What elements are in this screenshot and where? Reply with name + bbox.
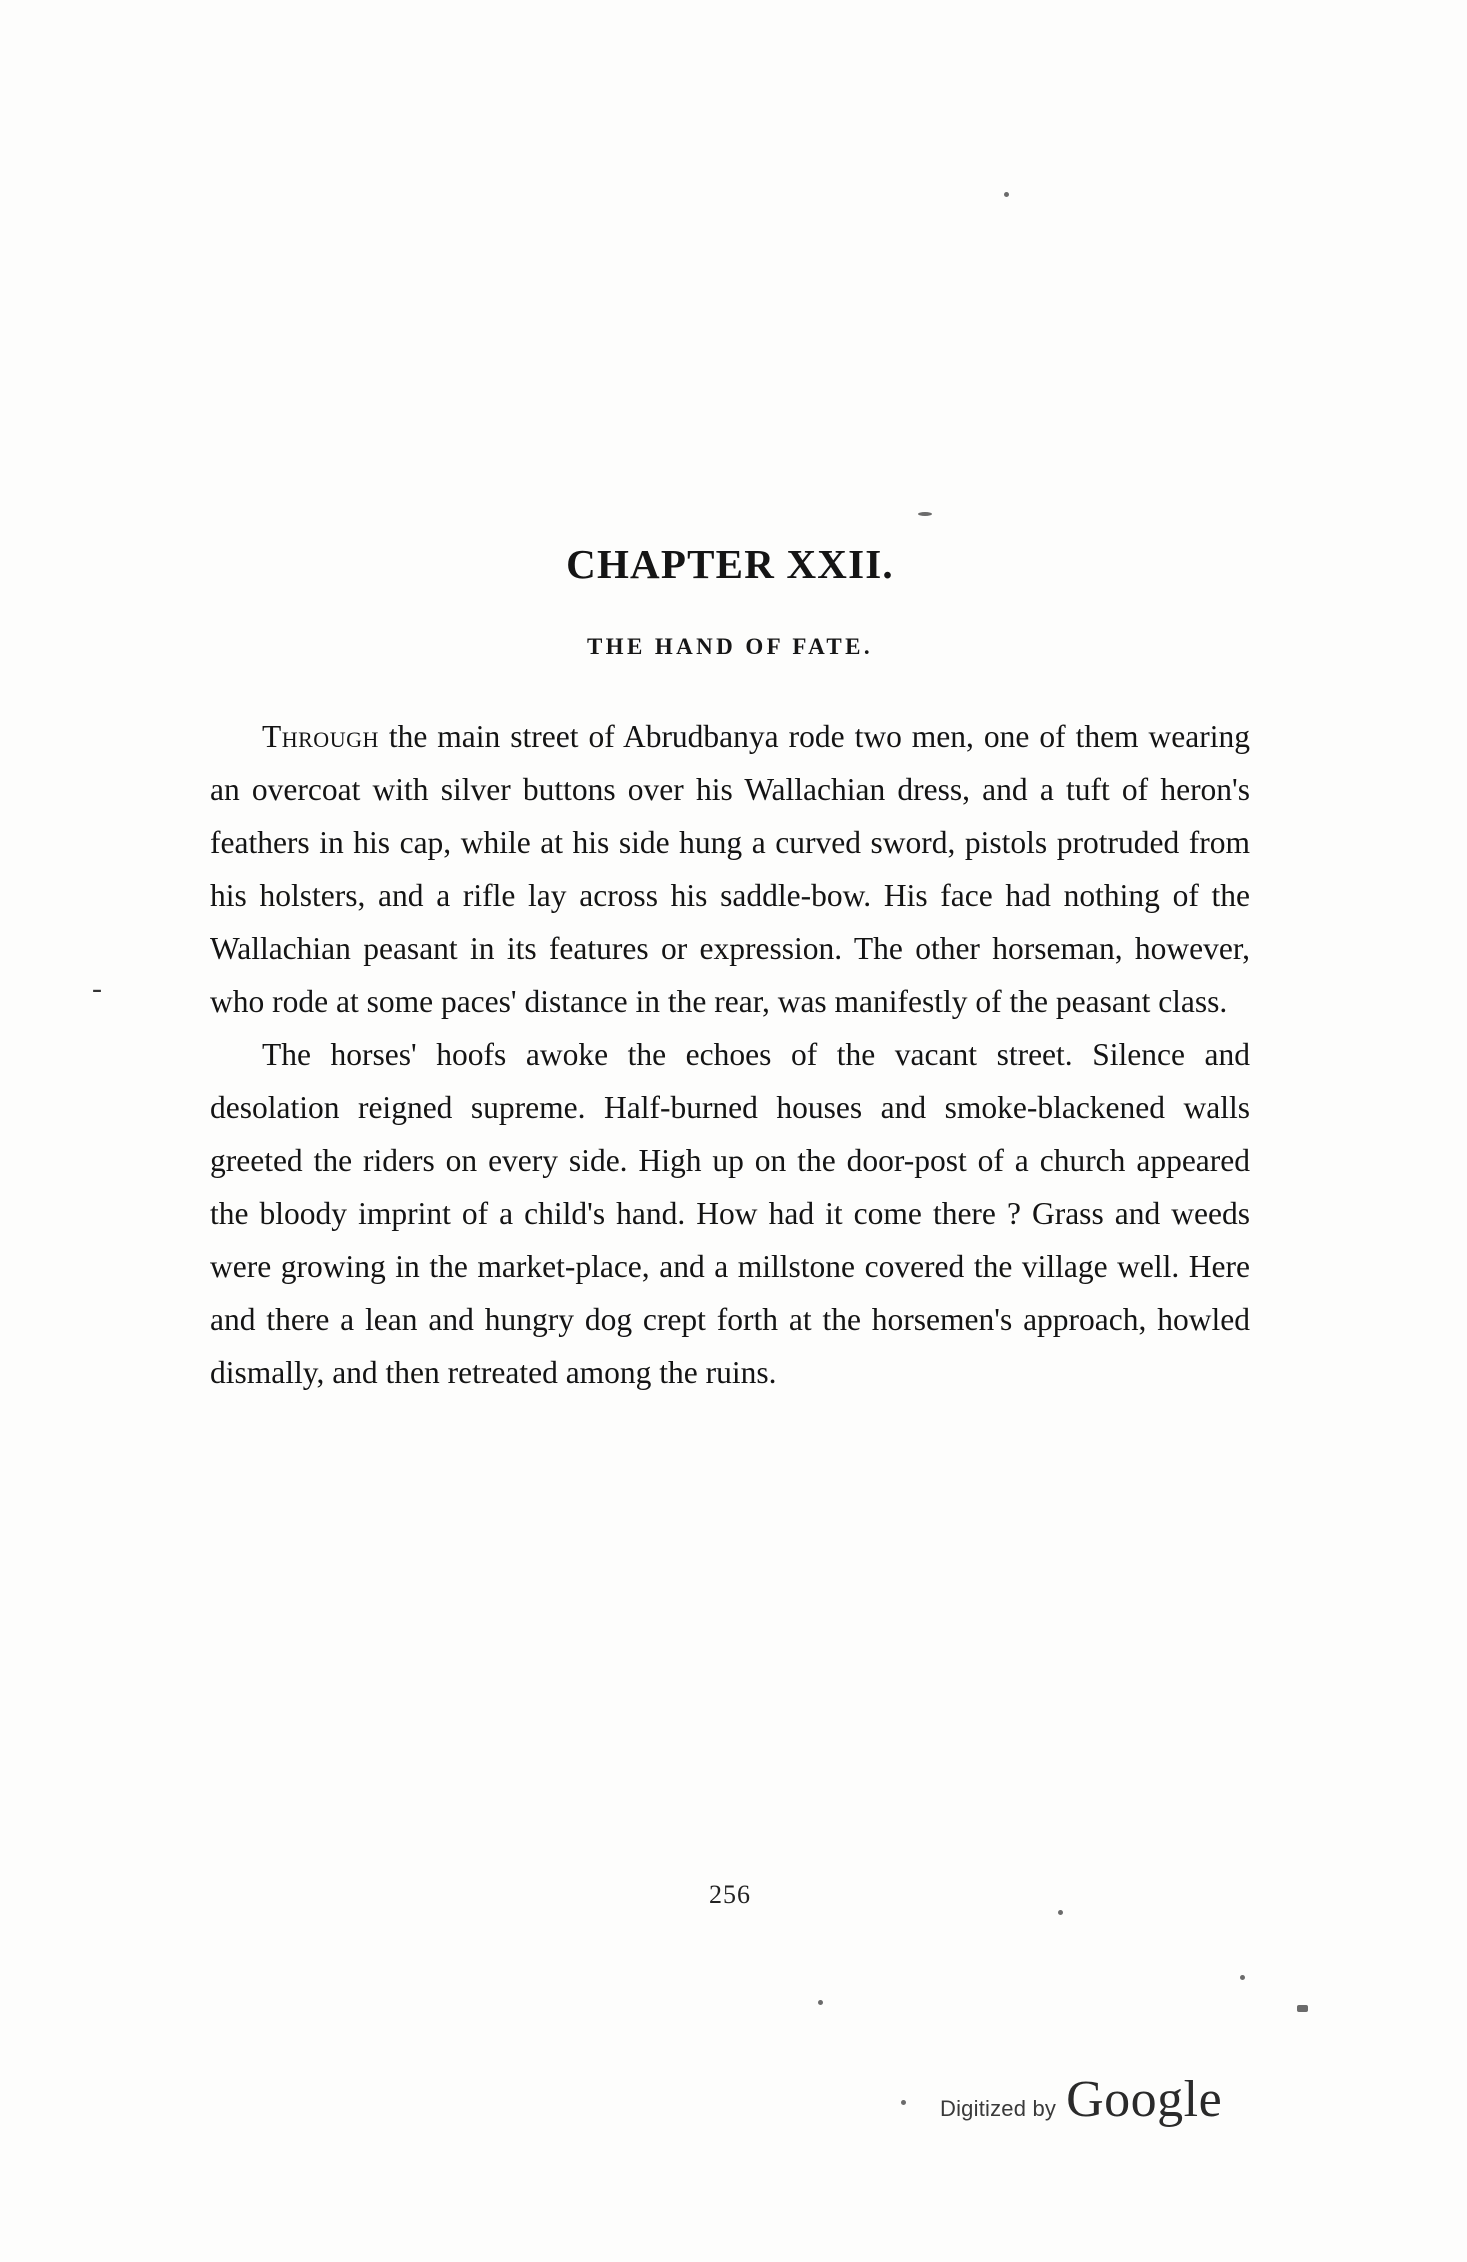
paragraph-1	[210, 710, 1250, 1028]
paragraph-2	[210, 1028, 1250, 1399]
margin-dash-left: -	[92, 972, 102, 1005]
chapter-subtitle: THE HAND OF FATE.	[586, 634, 874, 659]
scan-speck	[818, 2000, 823, 2005]
chapter-title: CHAPTER XXII.	[566, 541, 894, 587]
scan-speck	[1297, 2005, 1308, 2012]
page-content	[210, 0, 1250, 1909]
scan-speck	[1058, 1910, 1063, 1915]
body-text	[210, 710, 1250, 1399]
scan-speck	[1240, 1975, 1245, 1980]
paragraph-1-lead: Through	[262, 719, 379, 754]
digitized-by-google-watermark	[940, 2070, 1222, 2129]
paragraph-2-rest: The horses' hoofs awoke the echoes of the vacant street. Silence and desolation reigned supreme. Half-burned houses and smoke-blackened walls greeted the riders on every side. High up on the door-post of a church appeared the bloody imprint of a child's hand. How had it come there ? Grass and weeds were growing in the market-place, and a millstone covered the village well. Here and there a lean and hungry dog crept forth at the horsemen's approach, howled dismally, and then retreated among the ruins.	[210, 1037, 1250, 1390]
google-wordmark: Google	[1066, 2071, 1223, 2128]
digitized-by-label: Digitized by	[940, 2096, 1057, 2121]
paragraph-1-rest: the main street of Abrudbanya rode two men, one of them wearing an overcoat with silver buttons over his Wallachian dress, and a tuft of heron's feathers in his cap, while at his side hung a curved sword, pistols protruded from his holsters, and a rifle lay across his saddle-bow. His face had nothing of the Wallachian peasant in its features or expression. The other horseman, however, who rode at some paces' distance in the rear, was manifestly of the peasant class.	[210, 719, 1250, 1019]
scan-speck	[901, 2100, 906, 2105]
page-number: 256	[709, 1880, 751, 1909]
